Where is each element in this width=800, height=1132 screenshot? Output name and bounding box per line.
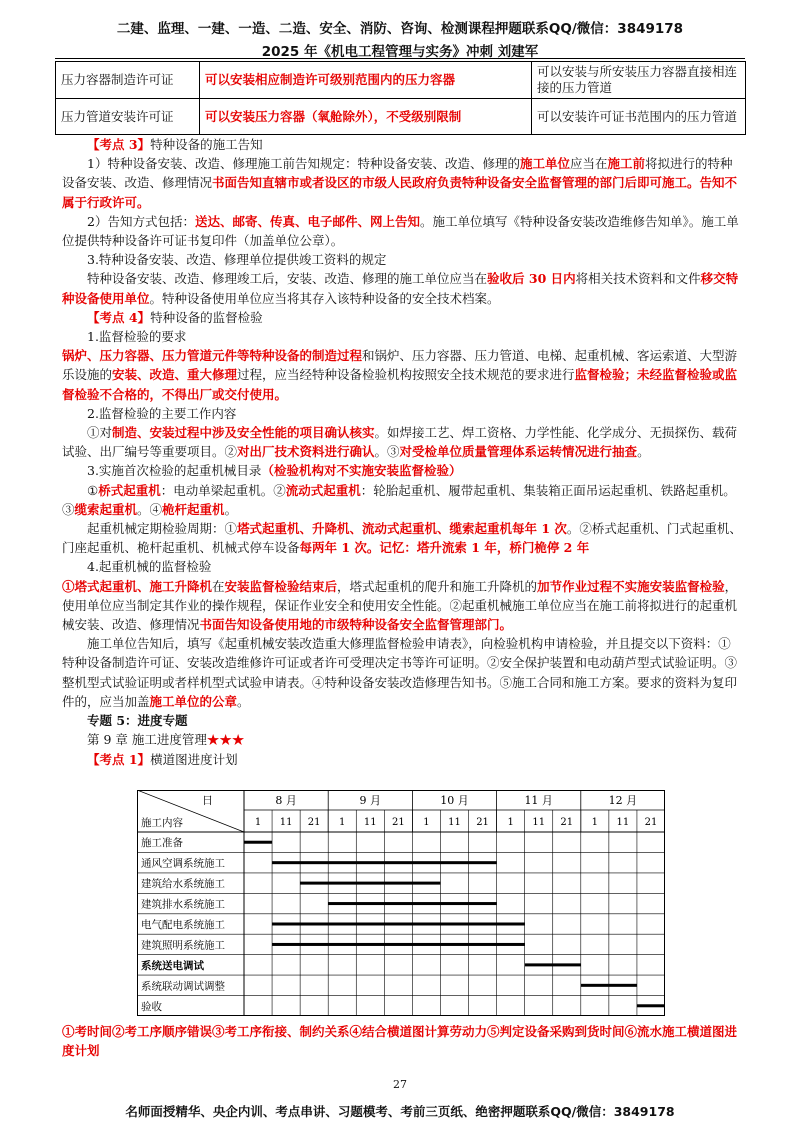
task-label: 建筑排水系统施工 — [141, 898, 225, 911]
license-table — [55, 61, 746, 135]
paragraph: ①塔式起重机、施工升降机在安装监督检验结束后，塔式起重机的爬升和施工升降机的加节作业过程不实施安装监督检验，使用单位应当制定其作业的操作规程，保证作业安全和使用安全性能。②起重机械施工单位应当在施工前将拟进行的起重机械安装、改造、修理情况书面告知设备使用地的市级特种设备安全监督管理部门。 — [62, 578, 738, 633]
task-bar — [272, 861, 497, 864]
task-label: 建筑照明系统施工 — [141, 939, 225, 952]
paragraph: ①对制造、安装过程中涉及安全性能的项目确认核实。如焊接工艺、焊工资格、力学性能、化学成分、无损探伤、载荷试验、出厂编号等重要项目。②对出厂技术资料进行确认。③对受检单位质量管理体系运转情况进行抽查。 — [62, 425, 738, 460]
task-bar — [637, 1004, 665, 1007]
day-tick-label: 1 — [507, 817, 514, 828]
month-label: 12 月 — [608, 794, 638, 807]
gantt-chart — [137, 790, 665, 1016]
task-label: 系统联动调试调整 — [141, 980, 225, 993]
table-cell-note: 可以安装与所安装压力容器直接相连接的压力管道 — [532, 62, 746, 99]
subheading: 3.特种设备安装、改造、修理单位提供竣工资料的规定 — [87, 252, 387, 268]
header-line-1: 二建、监理、一建、一造、二造、安全、消防、咨询、检测课程押题联系QQ/微信：3849178 — [116, 21, 684, 37]
day-tick-label: 1 — [339, 817, 346, 828]
corner-bottom-label: 施工内容 — [141, 817, 183, 829]
footer: 名师面授精华、央企内训、考点串讲、习题模考、考前三页纸、绝密押题联系QQ/微信：3849178 — [125, 1104, 675, 1119]
day-tick-label: 21 — [476, 817, 489, 828]
month-label: 10 月 — [440, 794, 469, 807]
table-cell-note: 可以安装许可证书范围内的压力管道 — [532, 99, 746, 135]
day-tick-label: 1 — [591, 817, 599, 828]
day-tick-label: 21 — [307, 817, 321, 828]
paragraph: 起重机械定期检验周期：①塔式起重机、升降机、流动式起重机、缆索起重机每年 1 次。②桥式起重机、门式起重机、门座起重机、桅杆起重机、机械式停车设备每两年 1 次。记忆：塔升流索 1 年，桥门桅停 2 年 — [62, 521, 742, 556]
paragraph: 锅炉、压力容器、压力管道元件等特种设备的制造过程和锅炉、压力容器、压力管道、电梯、起重机械、客运索道、大型游乐设施的安装、改造、重大修理过程，应当经特种设备检验机构按照安全技术规范的要求进行监督检验；未经监督检验或监督检验不合格的，不得出厂或交付使用。 — [62, 348, 738, 402]
page-number: 27 — [393, 1078, 407, 1091]
paragraph: 施工单位告知后，填写《起重机械安装改造重大修理监督检验申请表》，向检验机构申请检验，并且提交以下资料：①特种设备制造许可证、安装改造维修许可证或者许可受理决定书等许可证明。②安全保护装置和电动葫芦型式试验证明。③整机型式试验证明或者样机型式试验申请表。④特种设备安装改造修理告知书。⑤施工合同和施工方案。要求的资料为复印件的，应当加盖施工单位的公章。 — [62, 636, 738, 709]
task-label: 系统送电调试 — [141, 959, 204, 972]
kd1-heading: 【考点 1】横道图进度计划 — [87, 751, 238, 767]
task-label: 建筑给水系统施工 — [141, 878, 225, 891]
task-bar — [300, 882, 440, 885]
task-bar — [525, 963, 581, 966]
subheading: 3.实施首次检验的起重机械目录（检验机构对不实施安装监督检验） — [87, 463, 462, 479]
paragraph: 1）特种设备安装、改造、修理施工前告知规定：特种设备安装、改造、修理的施工单位应当在施工前将拟进行的特种设备安装、改造、修理情况书面告知直辖市或者设区的市级人民政府负责特种设备安全监督管理的部门后即可施工。告知不属于行政许可。 — [62, 156, 738, 210]
day-tick-label: 1 — [254, 817, 262, 828]
table-row — [56, 62, 746, 99]
task-bar — [272, 943, 525, 946]
summary-text: ①考时间②考工序顺序错误③考工序衔接、制约关系④结合横道图计算劳动力⑤判定设备采购到货时间⑥流水施工横道图进度计划 — [62, 1024, 738, 1058]
task-bar — [244, 841, 272, 844]
table-cell-name: 压力容器制造许可证 — [56, 62, 200, 99]
subheading: 1.监督检验的要求 — [87, 329, 187, 345]
day-tick-label: 11 — [616, 817, 630, 828]
kd4-heading: 【考点 4】特种设备的监督检验 — [87, 309, 263, 325]
gantt-svg — [137, 790, 665, 1016]
topic-title: 专题 5：进度专题 — [87, 713, 188, 729]
paragraph: 2）告知方式包括：送达、邮寄、传真、电子邮件、网上告知。施工单位填写《特种设备安装改造维修告知单》。施工单位提供特种设备许可证书复印件（加盖单位公章）。 — [62, 213, 739, 249]
task-label: 施工准备 — [141, 837, 183, 850]
subheading: 2.监督检验的主要工作内容 — [87, 405, 237, 421]
task-bar — [581, 984, 637, 987]
day-tick-label: 11 — [448, 817, 461, 828]
header-line-2: 2025 年《机电工程管理与实务》冲刺 刘建军 — [261, 44, 539, 60]
table-row — [56, 99, 746, 135]
corner-top-label: 日 — [202, 794, 213, 807]
paragraph: 特种设备安装、改造、修理竣工后，安装、改造、修理的施工单位应当在验收后 30 日内将相关技术资料和文件移交特种设备使用单位。特种设备使用单位应当将其存入该特种设备的安全技术档案。 — [62, 271, 739, 306]
main-text — [62, 135, 742, 769]
task-label: 电气配电系统施工 — [141, 919, 225, 931]
kd3-heading: 【考点 3】特种设备的施工告知 — [87, 137, 263, 152]
chapter-title: 第 9 章 施工进度管理★★★ — [87, 732, 245, 748]
header-divider — [55, 58, 745, 59]
day-tick-label: 11 — [363, 817, 377, 828]
month-label: 9 月 — [359, 794, 382, 807]
day-tick-label: 21 — [391, 817, 405, 828]
day-tick-label: 11 — [279, 817, 293, 828]
month-label: 11 月 — [524, 794, 553, 807]
paragraph: ①桥式起重机：电动单梁起重机。②流动式起重机：轮胎起重机、履带起重机、集装箱正面吊运起重机、铁路起重机。③缆索起重机。④桅杆起重机。 — [62, 482, 736, 517]
day-tick-label: 11 — [532, 817, 546, 828]
task-label: 通风空调系统施工 — [141, 857, 225, 870]
day-tick-label: 21 — [560, 817, 574, 828]
subheading: 4.起重机械的监督检验 — [87, 559, 212, 575]
day-tick-label: 21 — [644, 817, 658, 828]
task-bar — [328, 902, 496, 905]
table-cell-name: 压力管道安装许可证 — [56, 99, 200, 135]
table-cell-scope: 可以安装相应制造许可级别范围内的压力容器 — [200, 62, 532, 99]
task-label: 验收 — [141, 1000, 162, 1013]
month-label: 8 月 — [275, 794, 297, 807]
task-bar — [272, 923, 525, 926]
day-tick-label: 1 — [423, 817, 430, 828]
table-cell-scope: 可以安装压力容器（氧舱除外），不受级别限制 — [200, 99, 532, 135]
